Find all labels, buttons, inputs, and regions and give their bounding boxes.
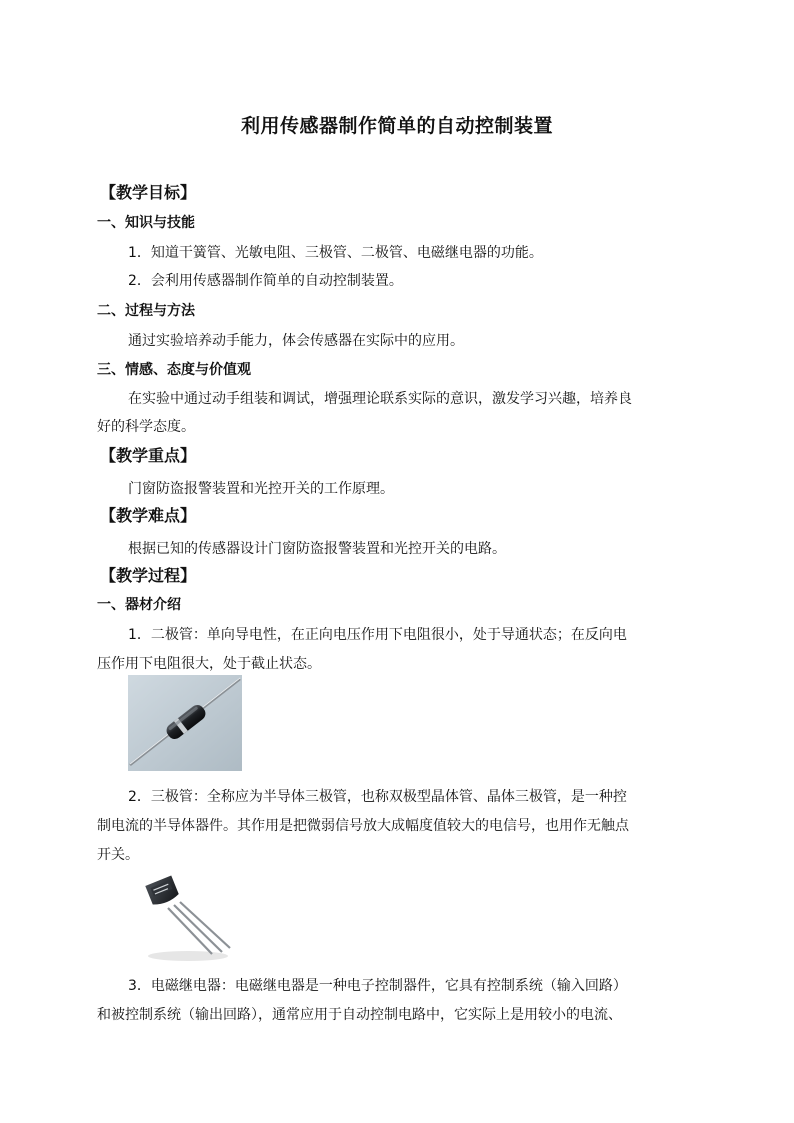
paragraph-relay-line-1: 3．电磁继电器：电磁继电器是一种电子控制器件，它具有控制系统（输入回路） xyxy=(128,978,627,994)
paragraph-diode-line-1: 1．二极管：单向导电性，在正向电压作用下电阻很小，处于导通状态；在反向电 xyxy=(128,627,627,643)
section-heading-goals: 【教学目标】 xyxy=(100,183,197,202)
paragraph-diode-line-2: 压作用下电阻很大，处于截止状态。 xyxy=(97,656,321,672)
section-heading-procedure: 【教学过程】 xyxy=(100,566,197,585)
subheading-knowledge: 一、知识与技能 xyxy=(97,215,195,231)
paragraph-relay-line-2: 和被控制系统（输出回路），通常应用于自动控制电路中，它实际上是用较小的电流、 xyxy=(97,1007,622,1023)
paragraph-emotion-line-2: 好的科学态度。 xyxy=(97,419,195,435)
transistor-photo xyxy=(130,866,242,962)
paragraph-transistor-line-3: 开关。 xyxy=(97,847,139,863)
section-heading-difficulty: 【教学难点】 xyxy=(100,506,197,525)
paragraph-key-point: 门窗防盗报警装置和光控开关的工作原理。 xyxy=(128,481,394,497)
paragraph-emotion-line-1: 在实验中通过动手组装和调试，增强理论联系实际的意识，激发学习兴趣，培养良 xyxy=(128,391,632,407)
subheading-emotion: 三、情感、态度与价值观 xyxy=(97,362,251,378)
page-title: 利用传感器制作简单的自动控制装置 xyxy=(240,115,553,137)
subheading-equipment: 一、器材介绍 xyxy=(97,597,181,613)
paragraph-transistor-line-2: 制电流的半导体器件。其作用是把微弱信号放大成幅度值较大的电信号，也用作无触点 xyxy=(97,818,629,834)
paragraph-process: 通过实验培养动手能力，体会传感器在实际中的应用。 xyxy=(128,333,464,349)
section-heading-key-point: 【教学重点】 xyxy=(100,446,197,465)
subheading-process: 二、过程与方法 xyxy=(97,303,195,319)
paragraph-difficulty: 根据已知的传感器设计门窗防盗报警装置和光控开关的电路。 xyxy=(128,541,506,557)
diode-photo xyxy=(128,675,242,771)
paragraph-knowledge-1: 1．知道干簧管、光敏电阻、三极管、二极管、电磁继电器的功能。 xyxy=(128,245,543,261)
paragraph-transistor-line-1: 2．三极管：全称应为半导体三极管，也称双极型晶体管、晶体三极管，是一种控 xyxy=(128,789,627,805)
paragraph-knowledge-2: 2．会利用传感器制作简单的自动控制装置。 xyxy=(128,273,403,289)
